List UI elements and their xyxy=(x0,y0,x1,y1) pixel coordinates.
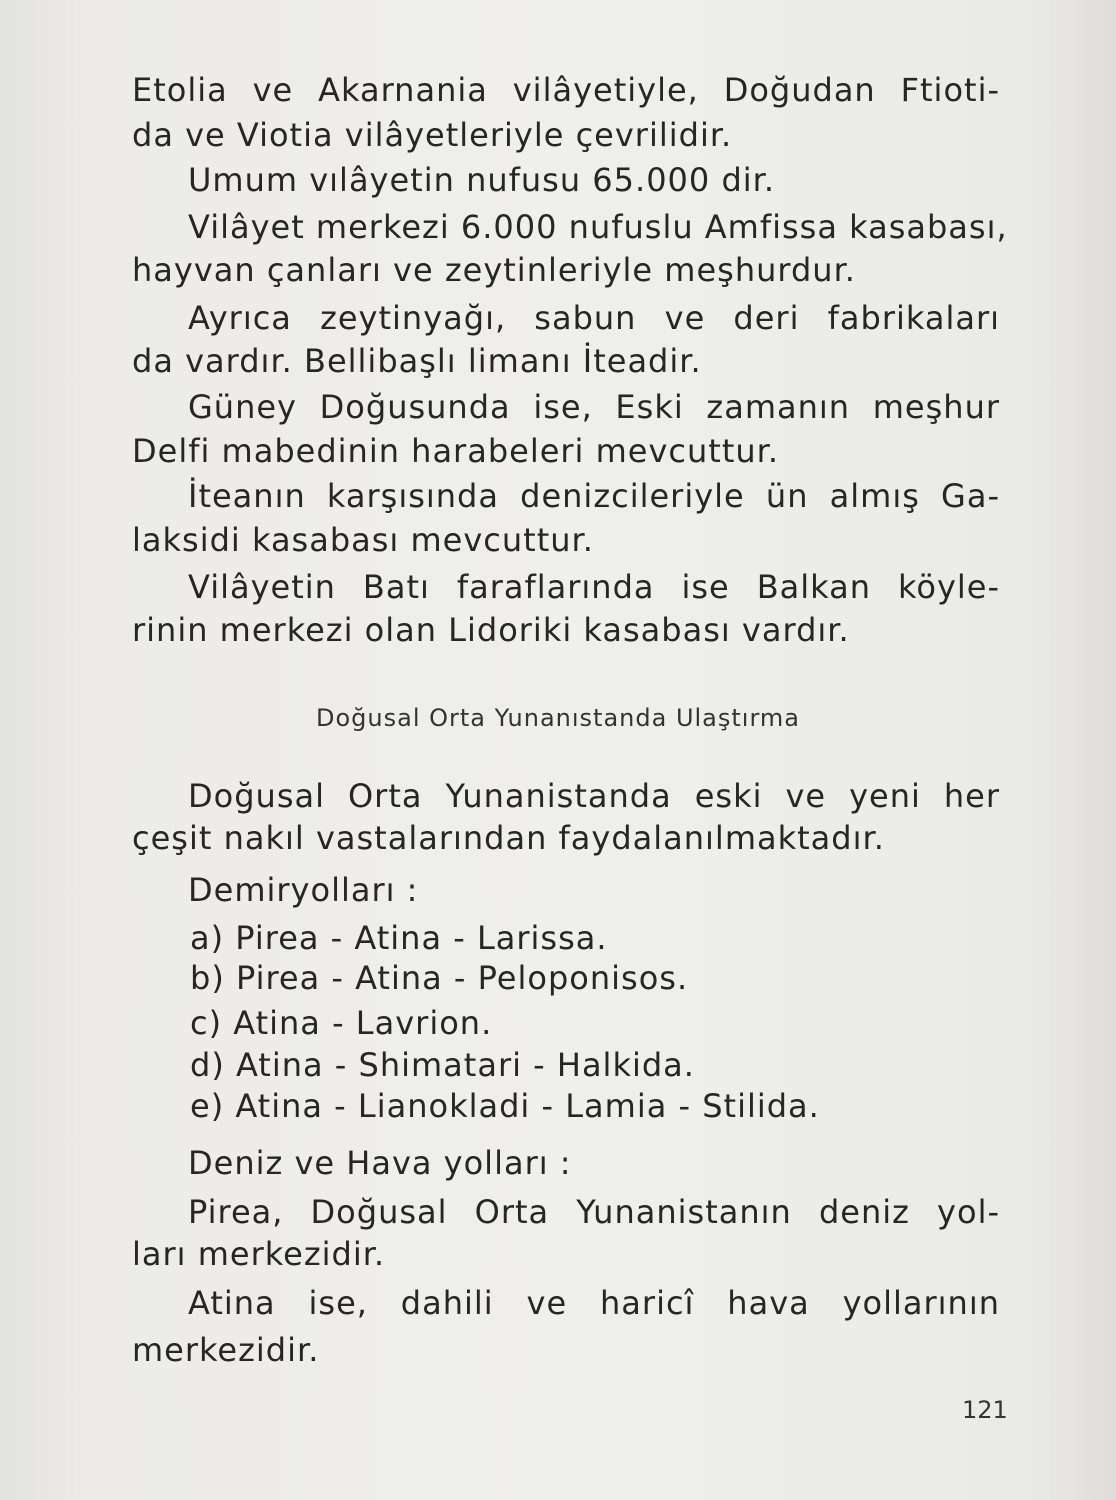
text-line: hayvan çanları ve zeytinleriyle meşhurdur. xyxy=(132,251,856,289)
text-line: Delfi mabedinin harabeleri mevcuttur. xyxy=(132,432,780,470)
text-line: da vardır. Bellibaşlı limanı İteadir. xyxy=(132,342,702,380)
page-number: 121 xyxy=(962,1396,1008,1424)
text-line: ları merkezidir. xyxy=(132,1235,386,1273)
text-line: Doğusal Orta Yunanistanda eski ve yeni her xyxy=(188,777,1000,815)
text-line: Demiryolları : xyxy=(188,871,419,909)
text-line: da ve Viotia vilâyetleriyle çevrilidir. xyxy=(132,116,733,154)
text-line: çeşit nakıl vastalarından faydalanılmaktadır. xyxy=(132,819,885,857)
section-heading: Doğusal Orta Yunanıstanda Ulaştırma xyxy=(316,704,800,732)
text-line: Pirea, Doğusal Orta Yunanistanın deniz yol- xyxy=(188,1193,1000,1231)
text-line: Umum vılâyetin nufusu 65.000 dir. xyxy=(188,161,776,199)
list-item: a) Pirea - Atina - Larissa. xyxy=(190,919,608,957)
text-line: merkezidir. xyxy=(132,1331,320,1369)
text-line: rinin merkezi olan Lidoriki kasabası vardır. xyxy=(132,611,850,649)
text-line: Ayrıca zeytinyağı, sabun ve deri fabrikaları xyxy=(188,299,1000,337)
text-line: Deniz ve Hava yolları : xyxy=(188,1144,572,1182)
list-item: e) Atina - Lianokladi - Lamia - Stilida. xyxy=(190,1087,820,1125)
text-line: Vilâyet merkezi 6.000 nufuslu Amfissa kasabası, xyxy=(188,208,1008,246)
list-item: c) Atina - Lavrion. xyxy=(190,1004,493,1042)
text-line: Güney Doğusunda ise, Eski zamanın meşhur xyxy=(188,388,1000,426)
text-line: Vilâyetin Batı faraflarında ise Balkan köyle- xyxy=(188,568,1000,606)
text-line: Atina ise, dahili ve haricî hava yollarının xyxy=(188,1284,1000,1322)
list-item: d) Atina - Shimatari - Halkida. xyxy=(190,1046,695,1084)
text-line: laksidi kasabası mevcuttur. xyxy=(132,521,594,559)
text-line: Etolia ve Akarnania vilâyetiyle, Doğudan Ftioti- xyxy=(132,71,1000,109)
text-line: İteanın karşısında denizcileriyle ün almış Ga- xyxy=(188,477,1000,515)
list-item: b) Pirea - Atina - Peloponisos. xyxy=(190,959,689,997)
